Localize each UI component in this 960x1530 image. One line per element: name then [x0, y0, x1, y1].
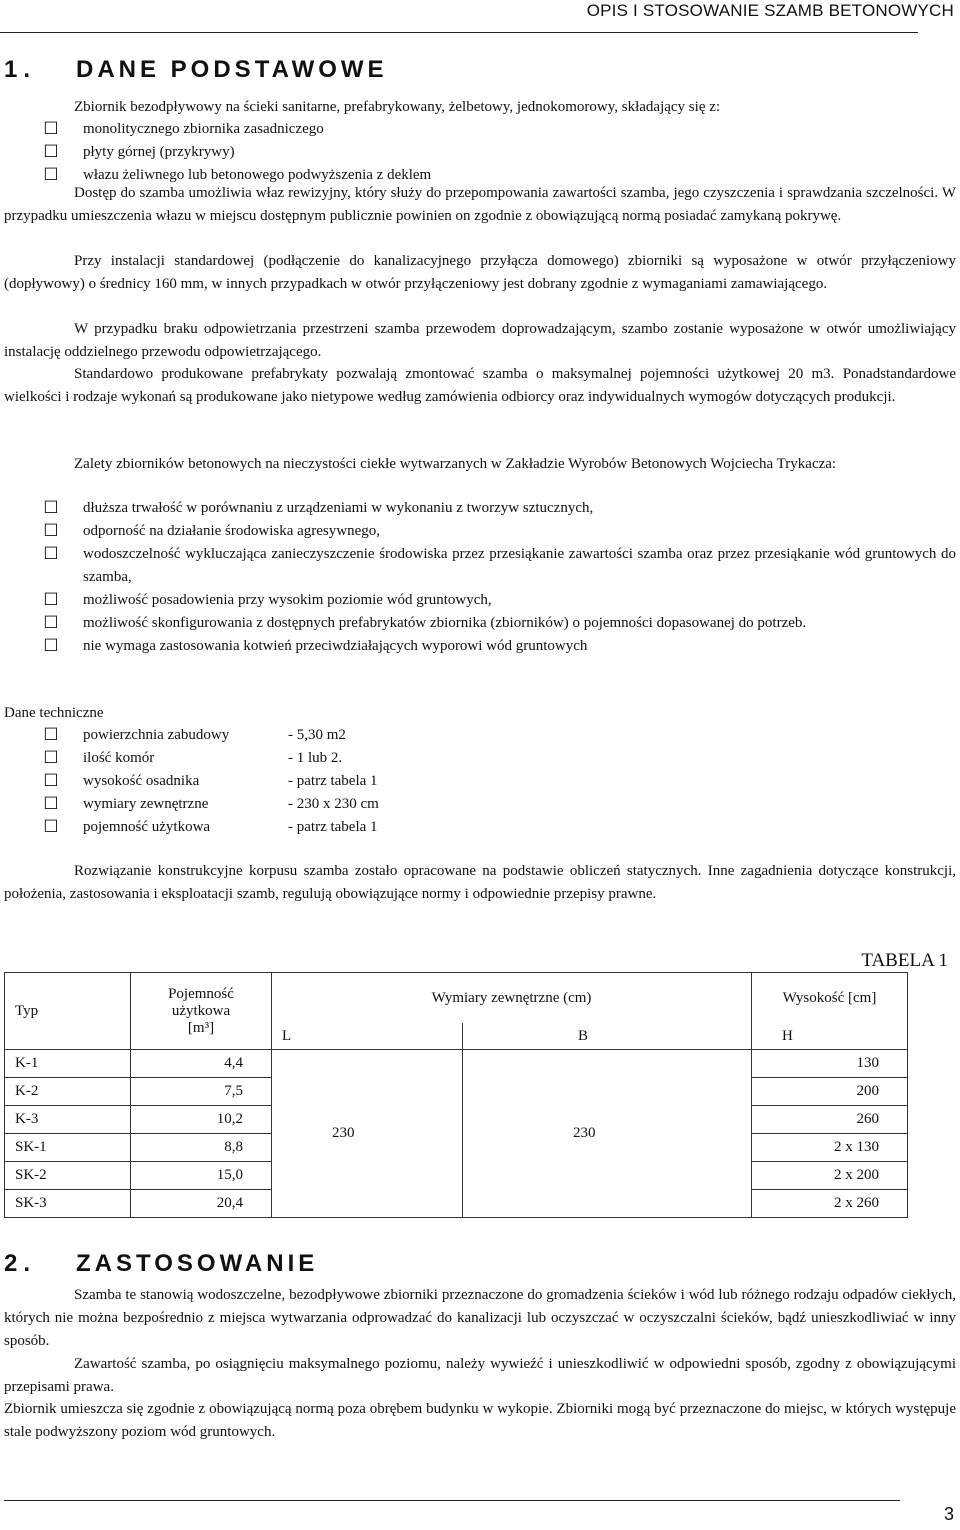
bullet-icon: ☐ [43, 613, 59, 633]
table-cell: 130 [752, 1050, 908, 1078]
bullet-icon: ☐ [43, 590, 59, 610]
table-cell: SK-2 [5, 1162, 131, 1190]
bullet-icon: ☐ [43, 748, 59, 768]
components-list [40, 118, 956, 187]
table-cell: 4,4 [131, 1050, 272, 1078]
usage-paragraph-3: Zbiornik umieszcza się zgodnie z obowiązującą normą poza obrębem budynku w wykopie. Zbiorniki mogą być przeznaczone do miejsc, w których występuje stale podwyższony poziom wód gruntowych. [4, 1401, 956, 1440]
table-header-cell: L [272, 1023, 463, 1050]
tech-data-title: Dane techniczne [4, 705, 104, 721]
table-header-cell: Wysokość [cm] [752, 973, 908, 1024]
advantages-paragraph: Zalety zbiorników betonowych na nieczystości ciekłe wytwarzanych w Zakładzie Wyrobów Betonowych Wojciecha Trykacza: [74, 456, 837, 472]
list-item: ☐ ilość komór - 1 lub 2. [40, 747, 956, 770]
list-item: ☐ włazu żeliwnego lub betonowego podwyższenia z deklem [40, 164, 956, 187]
standard-paragraph: Standardowo produkowane prefabrykaty pozwalają zmontować szamba o maksymalnej pojemności użytkowej 20 m3. Ponadstandardowe wielkości i rodzaje wykonań są produkowane jako nietypowe według zamówienia odbiorcy oraz indywidualnych wymogów dotyczących produkcji. [4, 366, 956, 405]
section-1-number: 1. [4, 56, 37, 83]
list-item: ☐ pojemność użytkowa - patrz tabela 1 [40, 816, 956, 839]
list-item: ☐ odporność na działanie środowiska agresywnego, [40, 520, 956, 543]
document-header-title: OPIS I STOSOWANIE SZAMB BETONOWYCH [586, 1, 954, 20]
bullet-icon: ☐ [43, 544, 59, 564]
table-cell: 10,2 [131, 1106, 272, 1134]
table-row [5, 1050, 908, 1078]
list-item: ☐ możliwość posadowienia przy wysokim poziomie wód gruntowych, [40, 589, 956, 612]
list-item: ☐ nie wymaga zastosowania kotwień przeciwdziałających wyporowi wód gruntowych [40, 635, 956, 658]
bullet-icon: ☐ [43, 794, 59, 814]
vent-paragraph: W przypadku braku odpowietrzania przestrzeni szamba przewodem doprowadzającym, szambo zostanie wyposażone w otwór umożliwiający instalację oddzielnego przewodu odpowietrzającego. [4, 321, 956, 360]
usage-paragraph-2: Zawartość szamba, po osiągnięciu maksymalnego poziomu, należy wywieźć i unieszkodliwić w odpowiedni sposób, zgodny z obowiązującymi przepisami prawa. [4, 1356, 956, 1395]
section-1-heading [4, 56, 388, 84]
bullet-icon: ☐ [43, 771, 59, 791]
list-item: ☐ wysokość osadnika - patrz tabela 1 [40, 770, 956, 793]
list-item: ☐ możliwość skonfigurowania z dostępnych prefabrykatów zbiornika (zbiorników) o pojemności dopasowanej do potrzeb. [40, 612, 956, 635]
table-label: TABELA 1 [861, 950, 948, 971]
table-cell: 15,0 [131, 1162, 272, 1190]
table-header-cell: H [752, 1023, 908, 1050]
table-header-cell: Typ [5, 973, 131, 1050]
design-paragraph: Rozwiązanie konstrukcyjne korpusu szamba zostało opracowane na podstawie obliczeń statycznych. Inne zagadnienia dotyczące konstrukcji, położenia, zastosowania i eksploatacji szamb, regulują obowiązujące normy i odpowiednie przepisy prawne. [4, 863, 956, 902]
bullet-icon: ☐ [43, 817, 59, 837]
capacity-table [4, 972, 908, 1218]
table-cell: SK-3 [5, 1190, 131, 1218]
table-cell: 2 x 260 [752, 1190, 908, 1218]
table-header-row [5, 973, 908, 1024]
list-item: ☐ powierzchnia zabudowy - 5,30 m2 [40, 724, 956, 747]
list-item: ☐ wymiary zewnętrzne - 230 x 230 cm [40, 793, 956, 816]
bullet-icon: ☐ [43, 636, 59, 656]
table-cell: 230 [463, 1050, 752, 1218]
bullet-icon: ☐ [43, 498, 59, 518]
usage-paragraph-1: Szamba te stanowią wodoszczelne, bezodpływowe zbiorniki przeznaczone do gromadzenia ścieków i wód lub różnego rodzaju odpadów ciekłych, których nie można bezpośrednio z miejsca wytwarzania odprowadzać do kanalizacji lub oczyszczać w oczyszczalni ścieków, bądź unieszkodliwiać w inny sposób. [4, 1287, 956, 1349]
table-cell: K-3 [5, 1106, 131, 1134]
table-cell: 200 [752, 1078, 908, 1106]
table-cell: 260 [752, 1106, 908, 1134]
page-number: 3 [943, 1504, 954, 1524]
table-header-cell: B [463, 1023, 752, 1050]
header-rule [0, 32, 918, 33]
table-cell: 2 x 200 [752, 1162, 908, 1190]
bullet-icon: ☐ [43, 142, 59, 162]
table-cell: K-2 [5, 1078, 131, 1106]
table-header-cell: Wymiary zewnętrzne (cm) [272, 973, 752, 1024]
tech-specs-list [40, 724, 956, 839]
table-cell: K-1 [5, 1050, 131, 1078]
table-cell: SK-1 [5, 1134, 131, 1162]
bullet-icon: ☐ [43, 725, 59, 745]
section-2-heading [4, 1250, 318, 1278]
list-item: ☐ płyty górnej (przykrywy) [40, 141, 956, 164]
section-1-title: DANE PODSTAWOWE [76, 56, 388, 83]
list-item: ☐ wodoszczelność wykluczająca zanieczyszczenie środowiska przez przesiąkanie zawartości szamba oraz przez przesiąkanie wód gruntowych do szamba, [40, 543, 956, 589]
list-item: ☐ dłuższa trwałość w porównaniu z urządzeniami w wykonaniu z tworzyw sztucznych, [40, 497, 956, 520]
bullet-icon: ☐ [43, 521, 59, 541]
install-paragraph: Przy instalacji standardowej (podłączenie do kanalizacyjnego przyłącza domowego) zbiorniki są wyposażone w otwór przyłączeniowy (dopływowy) o średnicy 160 mm, w innych przypadkach w otwór przyłączeniowy jest dobrany zgodnie z wymaganiami zamawiającego. [4, 253, 956, 292]
bullet-icon: ☐ [43, 165, 59, 185]
table-cell: 2 x 130 [752, 1134, 908, 1162]
advantages-list [40, 497, 956, 658]
list-item: ☐ monolitycznego zbiornika zasadniczego [40, 118, 956, 141]
bullet-icon: ☐ [43, 119, 59, 139]
table-cell: 20,4 [131, 1190, 272, 1218]
table-cell: 230 [272, 1050, 463, 1218]
intro-paragraph: Zbiornik bezodpływowy na ścieki sanitarne, prefabrykowany, żelbetowy, jednokomorowy, składający się z: [74, 99, 721, 115]
footer-rule [4, 1500, 900, 1501]
access-paragraph: Dostęp do szamba umożliwia właz rewizyjny, który służy do przepompowania zawartości szamba, jego czyszczenia i sprawdzania szczelności. W przypadku umieszczenia włazu w miejscu dostępnym publicznie powinien on zgodnie z obowiązującą normą posiadać zamykaną pokrywę. [4, 185, 956, 224]
table-cell: 8,8 [131, 1134, 272, 1162]
section-2-number: 2. [4, 1250, 37, 1277]
table-header-cell: Pojemność użytkowa [m³] [131, 973, 272, 1050]
section-2-title: ZASTOSOWANIE [76, 1250, 319, 1277]
table-cell: 7,5 [131, 1078, 272, 1106]
